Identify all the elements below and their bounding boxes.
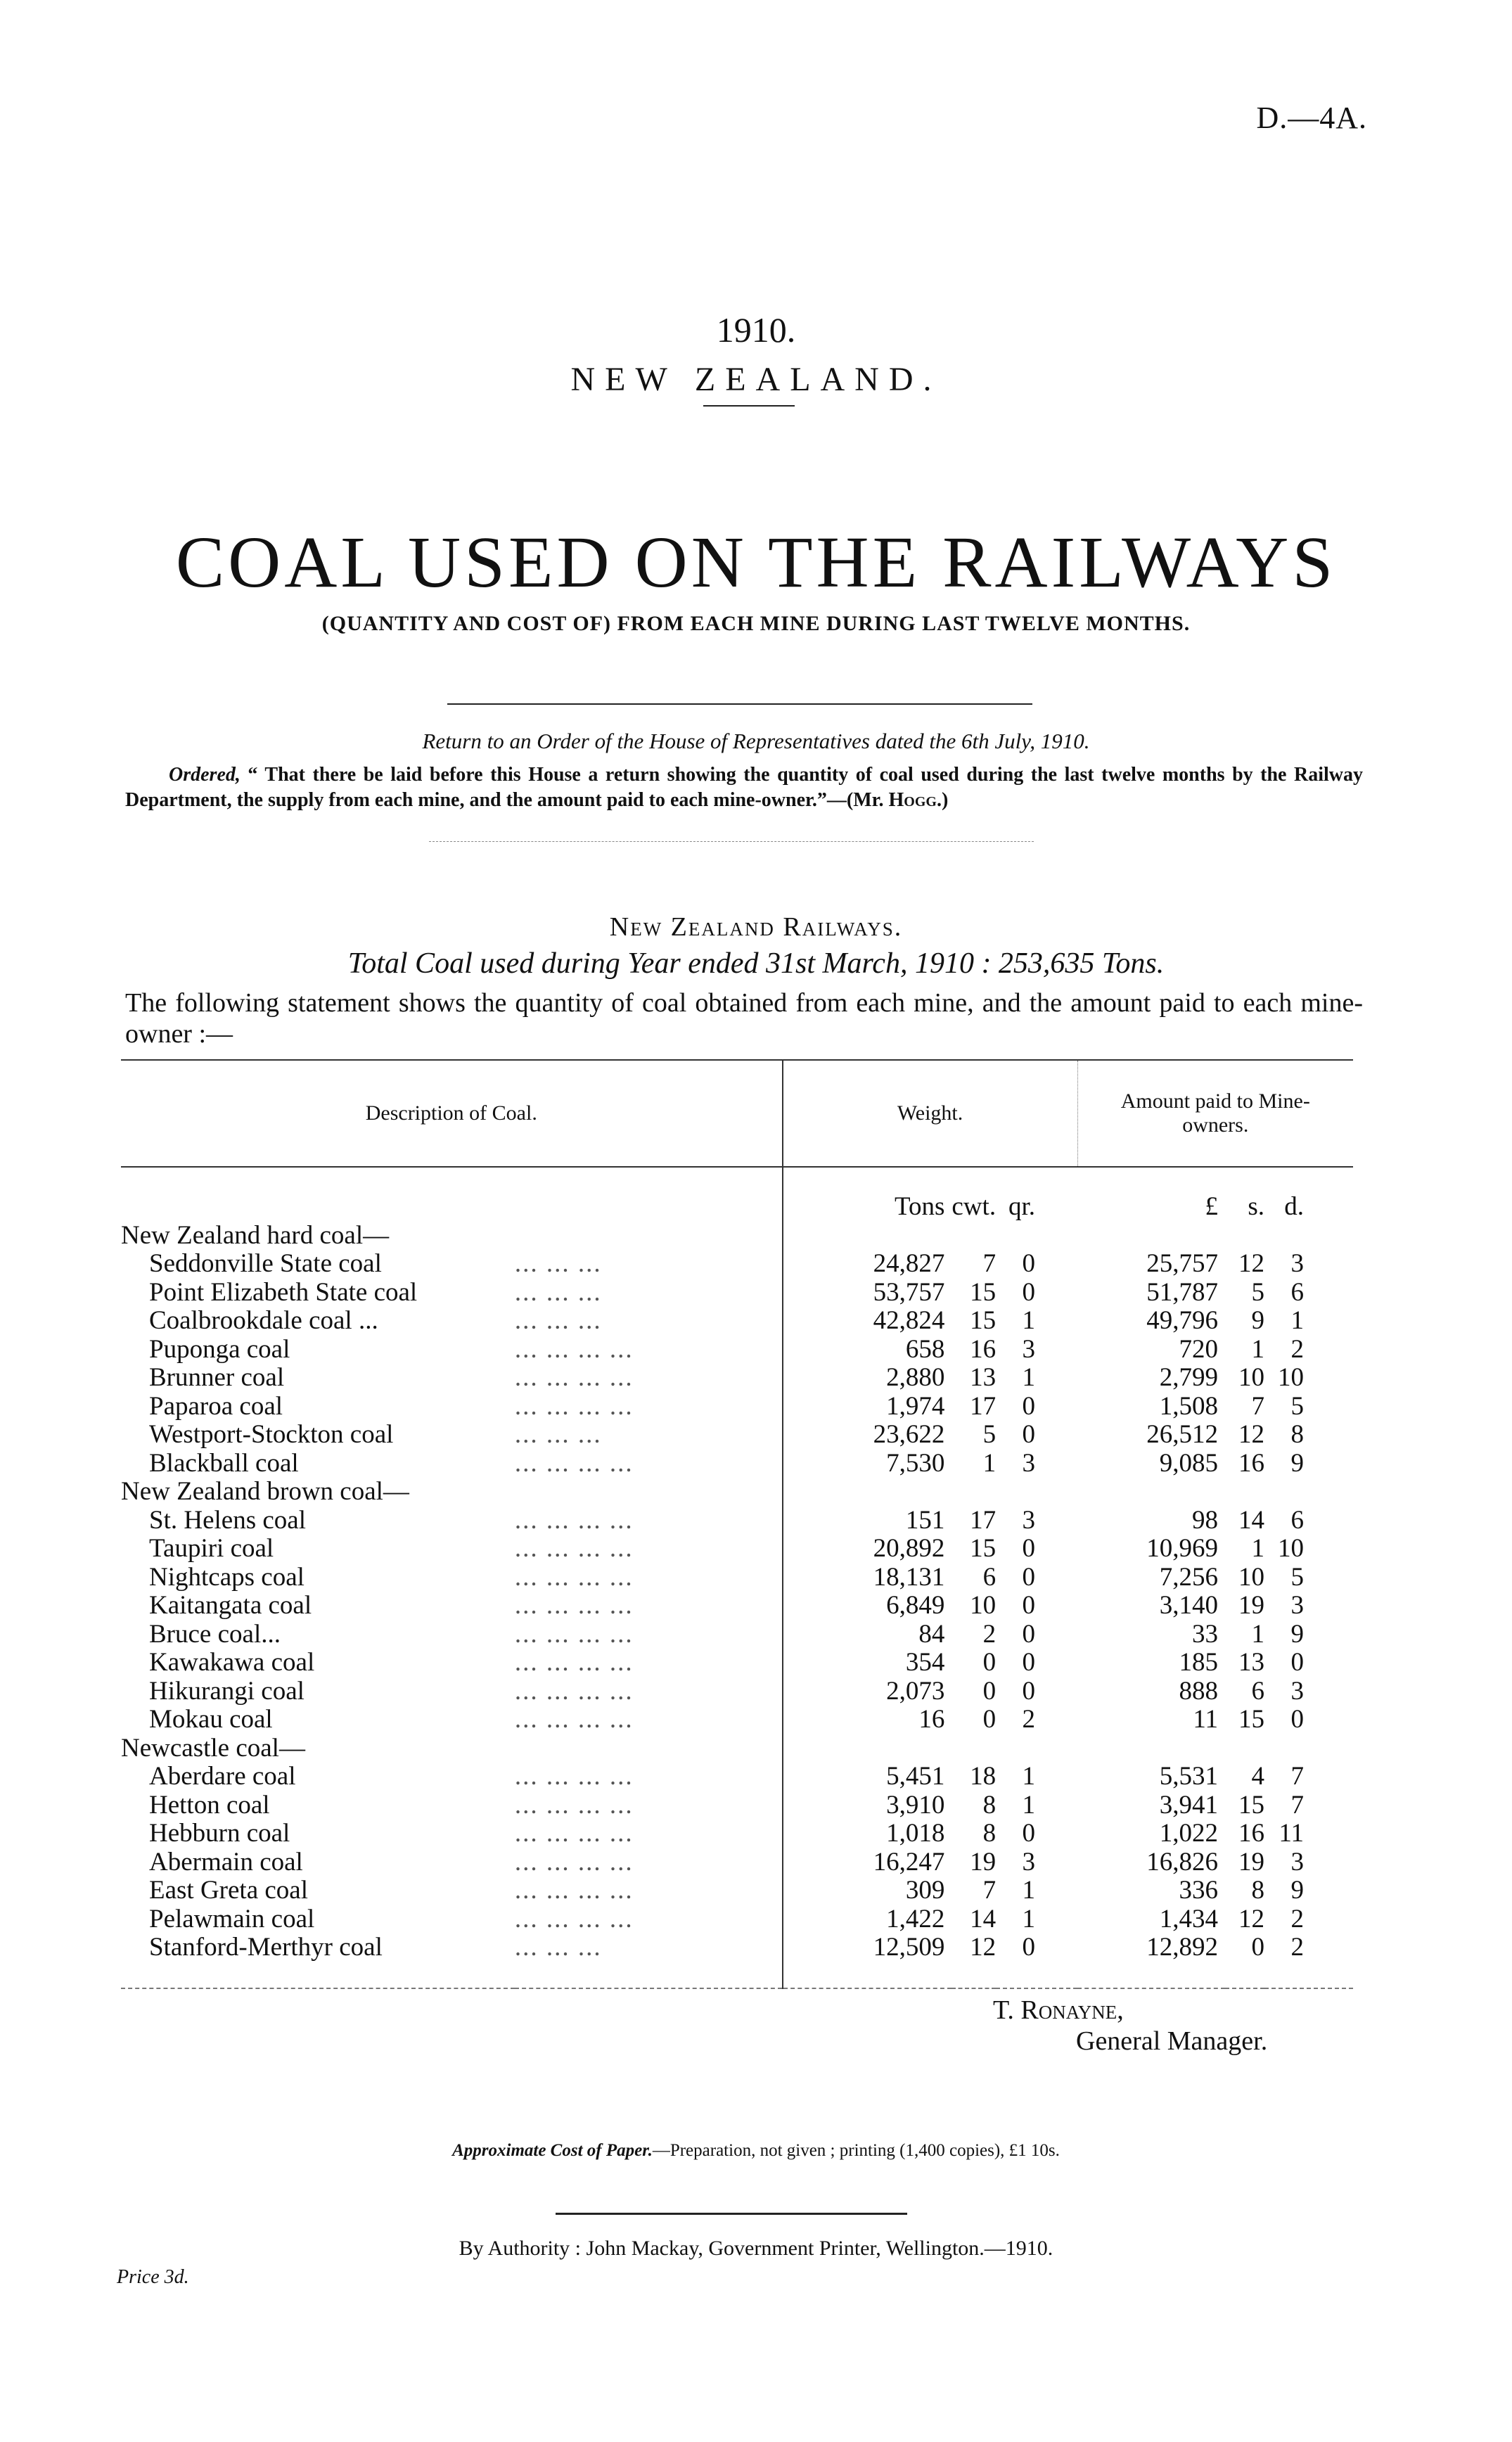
printer-authority: By Authority : John Mackay, Government Printer, Wellington.—1910. <box>459 2237 1053 2260</box>
weight-cwt: 0 <box>982 1705 997 1734</box>
amount-pounds: 2,799 <box>1159 1363 1218 1392</box>
table-row <box>121 1905 1353 1934</box>
amount-pence: 10 <box>1278 1534 1304 1563</box>
leader-dots: ... ... ... ... <box>514 1562 634 1592</box>
amount-pence: 2 <box>1290 1334 1304 1364</box>
coal-name: Hetton coal <box>149 1790 270 1820</box>
table-row <box>121 1592 1353 1620</box>
leader-dots: ... ... ... ... <box>514 1762 634 1791</box>
leader-dots: ... ... ... ... <box>514 1648 634 1677</box>
cost-note <box>0 2141 1512 2161</box>
leader-dots: ... ... ... ... <box>514 1876 634 1905</box>
amount-pence: 5 <box>1290 1562 1304 1592</box>
amount-pounds: 33 <box>1191 1619 1218 1649</box>
table-row <box>121 1706 1353 1734</box>
country-heading: NEW ZEALAND. <box>570 361 942 398</box>
table-row <box>121 1421 1353 1450</box>
weight-tons: 1,422 <box>783 1905 952 1934</box>
leader-dots: ... ... ... <box>514 1933 602 1962</box>
coal-name: Seddonville State coal <box>149 1249 382 1278</box>
coal-name: Stanford-Merthyr coal <box>149 1933 383 1962</box>
amount-pounds: 16,826 <box>1146 1847 1218 1877</box>
amount-pounds: 7,256 <box>1159 1562 1218 1592</box>
weight-cwt: 15 <box>970 1534 997 1563</box>
weight-tons: 1,974 <box>783 1393 952 1421</box>
weight-tons: 2,073 <box>783 1677 952 1706</box>
weight-qr: 0 <box>1022 1420 1036 1449</box>
amount-shillings: 10 <box>1238 1562 1264 1592</box>
cost-note-text: —Preparation, not given ; printing (1,400 copies), £1 10s. <box>652 2141 1060 2160</box>
weight-tons: 7,530 <box>783 1450 952 1478</box>
railways-heading: New Zealand Railways. <box>609 912 903 942</box>
leader-dots: ... ... ... ... <box>514 1591 634 1620</box>
coal-name: Hikurangi coal <box>149 1676 305 1706</box>
leader-dots: ... ... ... <box>514 1277 602 1307</box>
table-row <box>121 1393 1353 1421</box>
table-row <box>121 1364 1353 1393</box>
amount-shillings: 9 <box>1251 1306 1264 1335</box>
coal-name: Hebburn coal <box>149 1819 290 1848</box>
weight-qr: 0 <box>1022 1619 1036 1649</box>
coal-name: Pelawmain coal <box>149 1904 315 1933</box>
amount-pounds: 51,787 <box>1146 1277 1218 1307</box>
weight-qr: 0 <box>1022 1933 1036 1962</box>
amount-pence: 10 <box>1278 1363 1304 1392</box>
unit-tons: Tons <box>783 1167 952 1222</box>
weight-qr: 0 <box>1022 1277 1036 1307</box>
weight-qr: 0 <box>1022 1562 1036 1592</box>
weight-tons: 18,131 <box>783 1564 952 1592</box>
unit-qr: qr. <box>1008 1192 1036 1221</box>
weight-tons: 16,247 <box>783 1848 952 1877</box>
amount-pounds: 720 <box>1179 1334 1218 1364</box>
amount-shillings: 12 <box>1238 1420 1264 1449</box>
divider-short <box>703 405 795 407</box>
table-end-rule <box>121 1962 1353 1988</box>
divider-footer <box>556 2213 907 2215</box>
table-group-row <box>121 1734 1353 1763</box>
amount-pence: 3 <box>1290 1676 1304 1706</box>
table-row <box>121 1791 1353 1820</box>
weight-qr: 1 <box>1022 1904 1036 1933</box>
coal-name: Puponga coal <box>149 1334 290 1364</box>
table-row <box>121 1307 1353 1336</box>
coal-name: Taupiri coal <box>149 1534 274 1563</box>
weight-qr: 1 <box>1022 1876 1036 1905</box>
leader-dots: ... ... ... <box>514 1420 602 1449</box>
coal-name: Paparoa coal <box>149 1391 283 1421</box>
table-group-row <box>121 1478 1353 1507</box>
coal-name: Kaitangata coal <box>149 1591 312 1620</box>
page-title: COAL USED ON THE RAILWAYS <box>175 522 1337 603</box>
document-year: 1910. <box>716 310 796 350</box>
amount-pence: 3 <box>1290 1847 1304 1877</box>
total-coal-line: Total Coal used during Year ended 31st March, 1910 : 253,635 Tons. <box>347 947 1165 980</box>
weight-cwt: 7 <box>982 1876 997 1905</box>
amount-pounds: 11 <box>1193 1705 1218 1734</box>
table-row <box>121 1763 1353 1791</box>
amount-pence: 5 <box>1290 1391 1304 1421</box>
table-row <box>121 1564 1353 1592</box>
table-row <box>121 1848 1353 1877</box>
unit-pounds: £ <box>1205 1192 1218 1221</box>
weight-cwt: 8 <box>982 1819 997 1848</box>
amount-shillings: 1 <box>1251 1334 1264 1364</box>
amount-shillings: 16 <box>1238 1819 1264 1848</box>
amount-pence: 1 <box>1290 1306 1304 1335</box>
amount-shillings: 12 <box>1238 1904 1264 1933</box>
coal-name: Bruce coal... <box>149 1619 281 1649</box>
table-row <box>121 1450 1353 1478</box>
coal-name: St. Helens coal <box>149 1505 306 1535</box>
coal-name: East Greta coal <box>149 1876 308 1905</box>
weight-cwt: 5 <box>982 1420 997 1449</box>
amount-shillings: 5 <box>1251 1277 1264 1307</box>
table-row <box>121 1820 1353 1848</box>
weight-qr: 3 <box>1022 1847 1036 1877</box>
weight-tons: 5,451 <box>783 1763 952 1791</box>
unit-pence: d. <box>1284 1192 1304 1221</box>
weight-tons: 42,824 <box>783 1307 952 1336</box>
weight-cwt: 17 <box>970 1391 997 1421</box>
order-text: “ That there be laid before this House a return showing the quantity of coal used during the last twelve months by the Railway Department, the supply from each mine, and the amount paid to each mine-owner.”—(Mr. <box>125 764 1364 811</box>
amount-pounds: 1,434 <box>1159 1904 1218 1933</box>
amount-shillings: 19 <box>1238 1847 1264 1877</box>
leader-dots: ... ... ... ... <box>514 1505 634 1535</box>
amount-pence: 11 <box>1279 1819 1304 1848</box>
weight-cwt: 8 <box>982 1790 997 1820</box>
weight-qr: 2 <box>1022 1705 1036 1734</box>
unit-shillings: s. <box>1248 1192 1264 1221</box>
weight-tons: 84 <box>783 1620 952 1649</box>
page-subtitle: (QUANTITY AND COST OF) FROM EACH MINE DURING LAST TWELVE MONTHS. <box>321 612 1191 635</box>
coal-name: Brunner coal <box>149 1363 285 1392</box>
amount-pence: 0 <box>1290 1705 1304 1734</box>
leader-dots: ... ... ... ... <box>514 1334 634 1364</box>
group-label: Newcastle coal— <box>121 1733 305 1763</box>
amount-pounds: 25,757 <box>1146 1249 1218 1278</box>
table-row <box>121 1336 1353 1364</box>
signatory-name <box>993 1995 1124 2026</box>
header-amount <box>1077 1060 1353 1167</box>
weight-cwt: 16 <box>970 1334 997 1364</box>
weight-qr: 3 <box>1022 1334 1036 1364</box>
amount-pounds: 98 <box>1191 1505 1218 1535</box>
amount-pounds: 26,512 <box>1146 1420 1218 1449</box>
amount-pounds: 5,531 <box>1159 1762 1218 1791</box>
amount-shillings: 1 <box>1251 1619 1264 1649</box>
weight-cwt: 13 <box>970 1363 997 1392</box>
amount-pounds: 888 <box>1179 1676 1218 1706</box>
amount-shillings: 7 <box>1251 1391 1264 1421</box>
weight-cwt: 0 <box>982 1676 997 1706</box>
weight-cwt: 10 <box>970 1591 997 1620</box>
weight-tons: 354 <box>783 1649 952 1677</box>
table-group-row <box>121 1222 1353 1251</box>
group-weight-spacer <box>783 1222 952 1251</box>
weight-cwt: 1 <box>982 1448 997 1478</box>
cost-note-label: Approximate Cost of Paper. <box>452 2141 653 2160</box>
leader-dots: ... ... ... ... <box>514 1619 634 1649</box>
weight-qr: 0 <box>1022 1676 1036 1706</box>
amount-pounds: 9,085 <box>1159 1448 1218 1478</box>
coal-name: Blackball coal <box>149 1448 299 1478</box>
unit-cwt: cwt. <box>952 1192 997 1221</box>
weight-tons: 2,880 <box>783 1364 952 1393</box>
leader-dots: ... ... ... ... <box>514 1705 634 1734</box>
amount-pence: 9 <box>1290 1448 1304 1478</box>
weight-qr: 1 <box>1022 1363 1036 1392</box>
amount-pence: 9 <box>1290 1619 1304 1649</box>
coal-table <box>121 1059 1353 1989</box>
amount-pounds: 185 <box>1179 1648 1218 1677</box>
coal-name: Abermain coal <box>149 1847 303 1877</box>
coal-name: Point Elizabeth State coal <box>149 1277 418 1307</box>
amount-shillings: 19 <box>1238 1591 1264 1620</box>
weight-qr: 0 <box>1022 1819 1036 1848</box>
leader-dots: ... ... ... ... <box>514 1363 634 1392</box>
units-row <box>121 1167 1353 1222</box>
amount-shillings: 12 <box>1238 1249 1264 1278</box>
weight-qr: 3 <box>1022 1448 1036 1478</box>
leader-dots: ... ... ... ... <box>514 1676 634 1706</box>
weight-cwt: 15 <box>970 1277 997 1307</box>
amount-pence: 2 <box>1290 1933 1304 1962</box>
weight-cwt: 6 <box>982 1562 997 1592</box>
weight-qr: 0 <box>1022 1249 1036 1278</box>
weight-qr: 0 <box>1022 1534 1036 1563</box>
amount-pence: 3 <box>1290 1249 1304 1278</box>
coal-name: Coalbrookdale coal ... <box>149 1306 378 1335</box>
amount-shillings: 14 <box>1238 1505 1264 1535</box>
table-body <box>121 1167 1353 1988</box>
amount-shillings: 1 <box>1251 1534 1264 1563</box>
order-paragraph <box>125 762 1363 813</box>
leader-dots: ... ... ... ... <box>514 1448 634 1478</box>
amount-pence: 2 <box>1290 1904 1304 1933</box>
order-label: Ordered, <box>169 764 241 786</box>
weight-tons: 6,849 <box>783 1592 952 1620</box>
divider-long <box>447 703 1032 705</box>
weight-tons: 23,622 <box>783 1421 952 1450</box>
weight-qr: 1 <box>1022 1306 1036 1335</box>
weight-tons: 24,827 <box>783 1250 952 1279</box>
amount-pounds: 1,022 <box>1159 1819 1218 1848</box>
leader-dots: ... ... ... ... <box>514 1819 634 1848</box>
table-row <box>121 1535 1353 1564</box>
amount-pence: 6 <box>1290 1277 1304 1307</box>
weight-tons: 16 <box>783 1706 952 1734</box>
weight-tons: 20,892 <box>783 1535 952 1564</box>
weight-tons: 1,018 <box>783 1820 952 1848</box>
table-row <box>121 1877 1353 1905</box>
signatory-name-text: T. Ronayne, <box>993 1995 1124 2025</box>
coal-name: Westport-Stockton coal <box>149 1420 394 1449</box>
amount-pence: 0 <box>1290 1648 1304 1677</box>
weight-qr: 0 <box>1022 1391 1036 1421</box>
coal-name: Aberdare coal <box>149 1762 296 1791</box>
group-weight-spacer <box>783 1478 952 1507</box>
amount-pounds: 12,892 <box>1146 1933 1218 1962</box>
amount-pence: 7 <box>1290 1790 1304 1820</box>
amount-pence: 8 <box>1290 1420 1304 1449</box>
leader-dots: ... ... ... ... <box>514 1847 634 1877</box>
amount-pounds: 49,796 <box>1146 1306 1218 1335</box>
weight-tons: 151 <box>783 1507 952 1535</box>
amount-pounds: 1,508 <box>1159 1391 1218 1421</box>
table-row <box>121 1279 1353 1308</box>
amount-shillings: 16 <box>1238 1448 1264 1478</box>
weight-cwt: 0 <box>982 1648 997 1677</box>
divider-dashed <box>429 841 1034 842</box>
table-row <box>121 1649 1353 1677</box>
amount-pence: 3 <box>1290 1591 1304 1620</box>
return-line: Return to an Order of the House of Representatives dated the 6th July, 1910. <box>422 729 1090 753</box>
amount-pounds: 3,941 <box>1159 1790 1218 1820</box>
table-row <box>121 1620 1353 1649</box>
leader-dots: ... ... ... <box>514 1249 602 1278</box>
amount-pounds: 3,140 <box>1159 1591 1218 1620</box>
header-amount-text: Amount paid to Mine-owners. <box>1120 1089 1310 1137</box>
amount-shillings: 4 <box>1251 1762 1264 1791</box>
amount-pounds: 10,969 <box>1146 1534 1218 1563</box>
amount-shillings: 10 <box>1238 1363 1264 1392</box>
document-reference: D.—4A. <box>1256 101 1367 135</box>
amount-pounds: 336 <box>1179 1876 1218 1905</box>
header-description: Description of Coal. <box>121 1060 783 1167</box>
amount-shillings: 15 <box>1238 1705 1264 1734</box>
amount-shillings: 6 <box>1251 1676 1264 1706</box>
weight-cwt: 17 <box>970 1505 997 1535</box>
weight-tons: 53,757 <box>783 1279 952 1308</box>
weight-cwt: 18 <box>970 1762 997 1791</box>
amount-pence: 7 <box>1290 1762 1304 1791</box>
amount-shillings: 13 <box>1238 1648 1264 1677</box>
group-label: New Zealand brown coal— <box>121 1477 409 1506</box>
signatory-role: General Manager. <box>1076 2026 1268 2056</box>
table-row <box>121 1250 1353 1279</box>
weight-cwt: 19 <box>970 1847 997 1877</box>
header-weight: Weight. <box>783 1060 1077 1167</box>
weight-cwt: 12 <box>970 1933 997 1962</box>
amount-pence: 9 <box>1290 1876 1304 1905</box>
amount-pence: 6 <box>1290 1505 1304 1535</box>
amount-shillings: 8 <box>1251 1876 1264 1905</box>
intro-paragraph: The following statement shows the quantity of coal obtained from each mine, and the amount paid to each mine-owner :— <box>125 988 1363 1049</box>
weight-qr: 1 <box>1022 1790 1036 1820</box>
leader-dots: ... ... ... ... <box>514 1790 634 1820</box>
amount-shillings: 0 <box>1251 1933 1264 1962</box>
coal-name: Kawakawa coal <box>149 1648 315 1677</box>
weight-cwt: 15 <box>970 1306 997 1335</box>
weight-qr: 1 <box>1022 1762 1036 1791</box>
weight-tons: 309 <box>783 1877 952 1905</box>
price-note: Price 3d. <box>117 2266 189 2288</box>
coal-name: Nightcaps coal <box>149 1562 305 1592</box>
weight-tons: 3,910 <box>783 1791 952 1820</box>
weight-tons: 658 <box>783 1336 952 1364</box>
weight-qr: 3 <box>1022 1505 1036 1535</box>
group-label: New Zealand hard coal— <box>121 1220 390 1250</box>
weight-cwt: 2 <box>982 1619 997 1649</box>
table-row <box>121 1507 1353 1535</box>
weight-cwt: 7 <box>982 1249 997 1278</box>
table-row <box>121 1933 1353 1962</box>
weight-tons: 12,509 <box>783 1933 952 1962</box>
amount-shillings: 15 <box>1238 1790 1264 1820</box>
table-row <box>121 1677 1353 1706</box>
weight-qr: 0 <box>1022 1591 1036 1620</box>
weight-cwt: 14 <box>970 1904 997 1933</box>
group-weight-spacer <box>783 1734 952 1763</box>
leader-dots: ... ... ... <box>514 1306 602 1335</box>
order-mover: Hogg.) <box>888 789 949 811</box>
coal-name: Mokau coal <box>149 1705 273 1734</box>
weight-qr: 0 <box>1022 1648 1036 1677</box>
leader-dots: ... ... ... ... <box>514 1534 634 1563</box>
leader-dots: ... ... ... ... <box>514 1391 634 1421</box>
table-header-row <box>121 1060 1353 1167</box>
leader-dots: ... ... ... ... <box>514 1904 634 1933</box>
